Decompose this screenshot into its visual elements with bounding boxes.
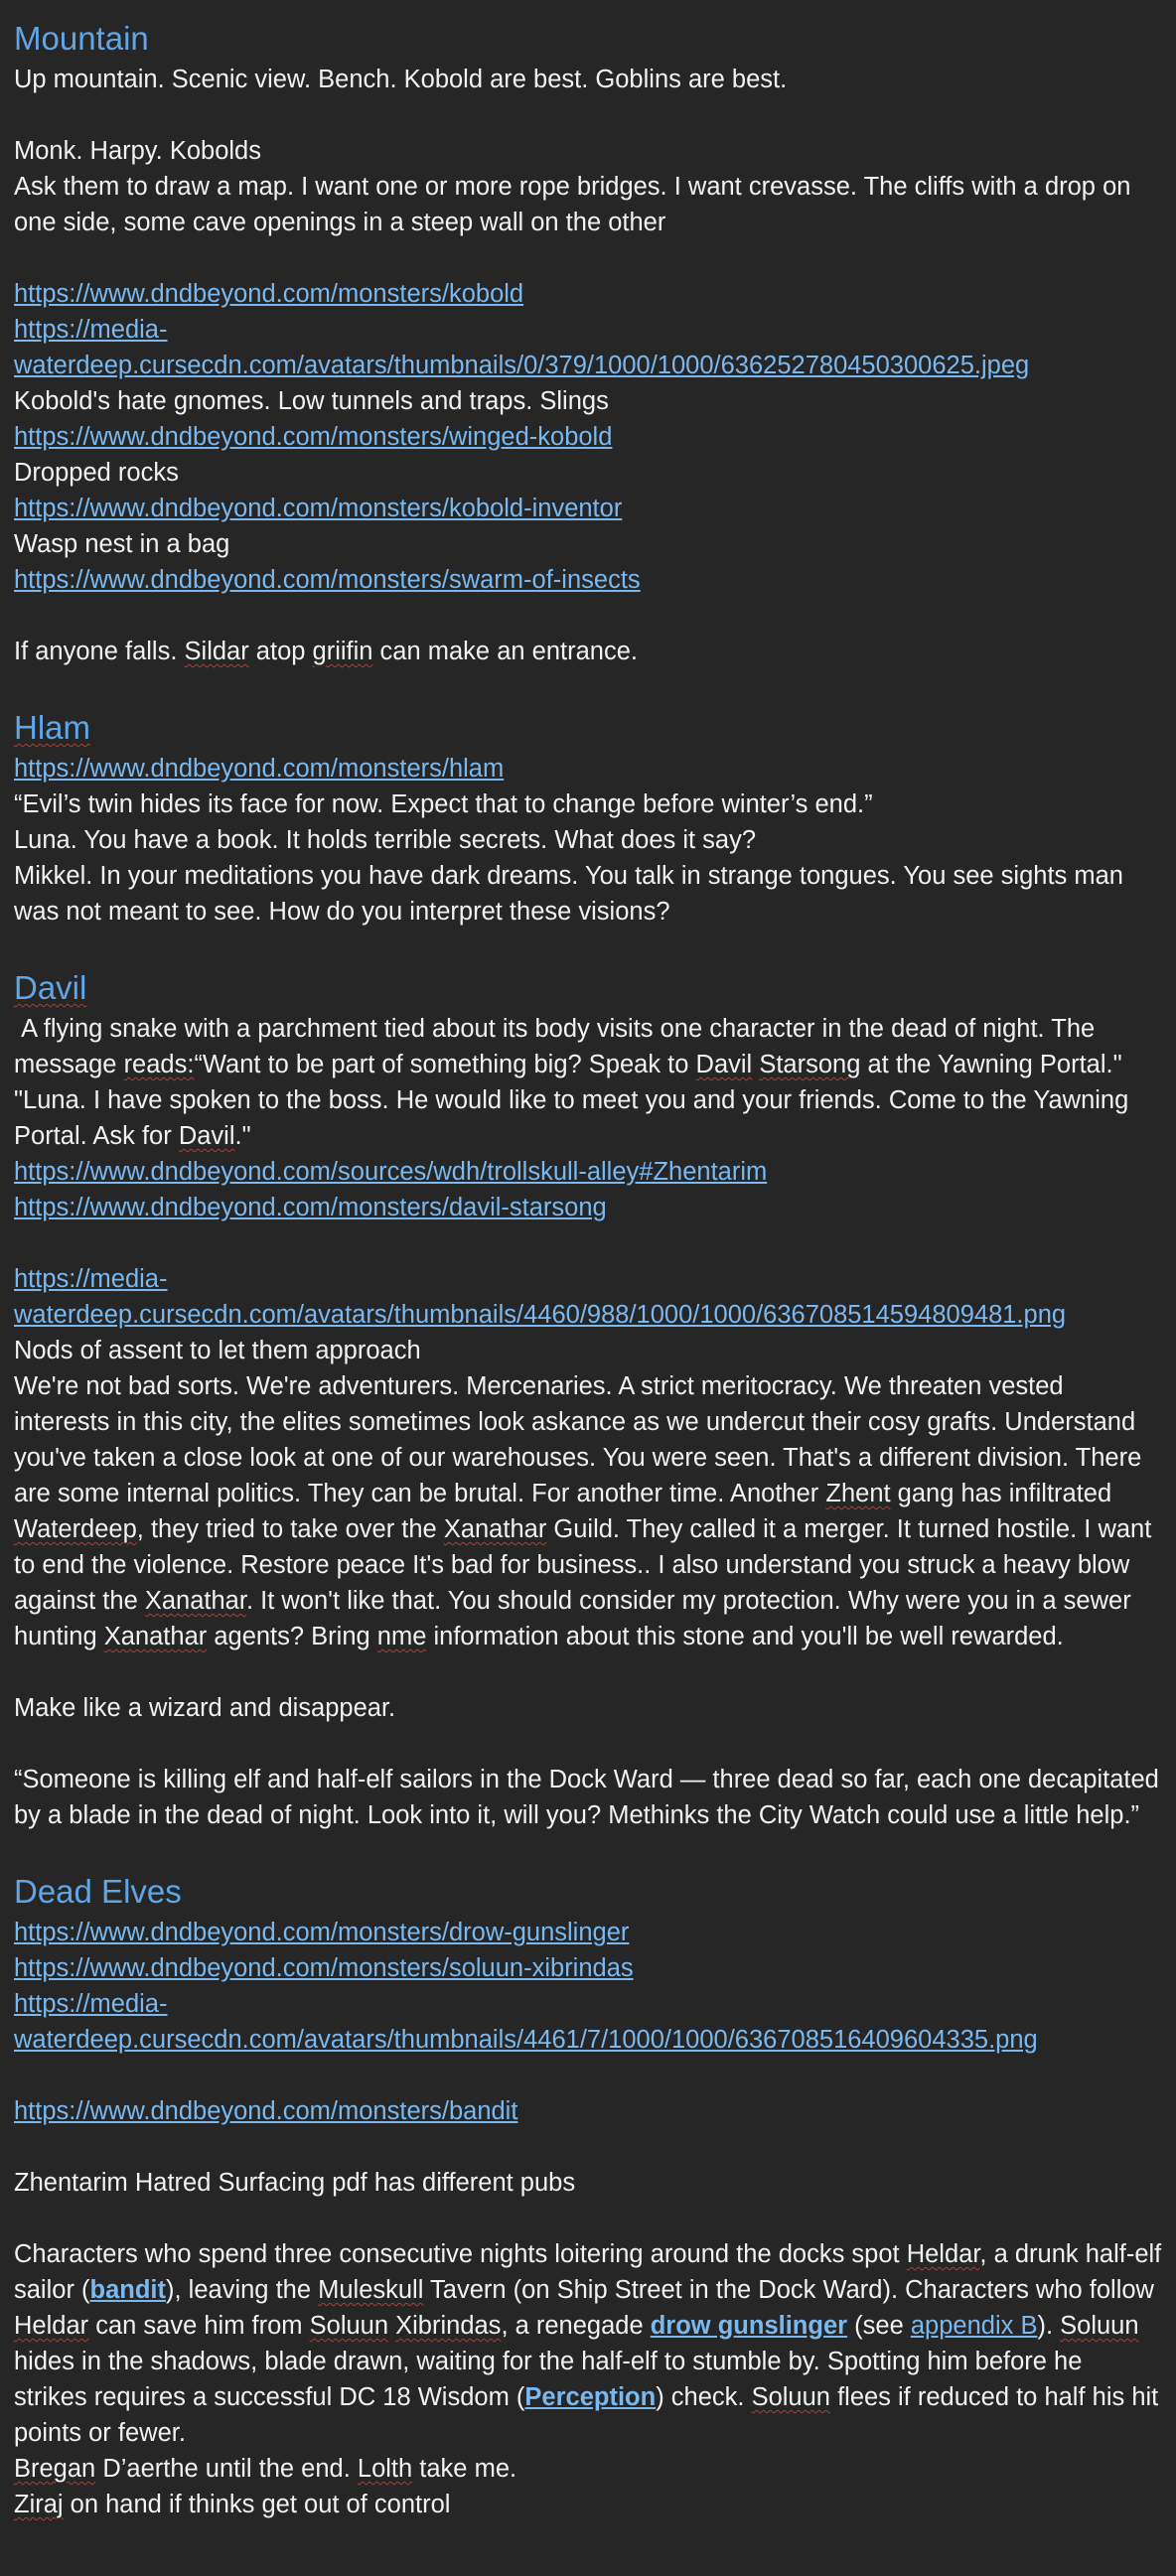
- text-line: Kobold's hate gnomes. Low tunnels and traps. Slings: [14, 387, 609, 415]
- blank-line: [14, 2058, 1162, 2093]
- text-run: on hand if thinks get out of control: [63, 2491, 451, 2518]
- blank-line: [14, 930, 1162, 965]
- misspelled-word: Starsong: [759, 1051, 861, 1078]
- misspelled-word: Davil: [695, 1051, 753, 1078]
- blank-line: [14, 598, 1162, 634]
- misspelled-word: Waterdeep: [14, 1515, 137, 1543]
- link-line: [14, 1261, 1162, 1333]
- text-run: ).: [1037, 2312, 1061, 2340]
- link-line: [14, 1190, 1162, 1225]
- text-run: agents? Bring: [207, 1623, 377, 1650]
- hyperlink[interactable]: https://media-waterdeep.cursecdn.com/avatars/thumbnails/0/379/1000/1000/636252780450300625.jpeg: [14, 316, 1030, 379]
- blank-line: [14, 669, 1162, 705]
- text-run: ) check.: [656, 2383, 752, 2411]
- text-run: Characters who spend three consecutive nights loitering around the docks spot: [14, 2240, 907, 2268]
- misspelled-word: Sildar: [184, 638, 249, 665]
- misspelled-word: reads:: [123, 1051, 195, 1078]
- hyperlink[interactable]: https://www.dndbeyond.com/monsters/kobold-inventor: [14, 495, 623, 522]
- hyperlink[interactable]: https://www.dndbeyond.com/monsters/swarm-of-insects: [14, 566, 641, 594]
- misspelled-word: nme: [376, 1623, 427, 1650]
- blank-line: [14, 1654, 1162, 1690]
- misspelled-word: Muleskull: [318, 2276, 424, 2304]
- text-run: , a drunk half-elf sailor (: [14, 2240, 1169, 2304]
- text-run: D’aerthe until the end.: [95, 2455, 358, 2483]
- text-run: gang has infiltrated: [890, 1480, 1119, 1507]
- hyperlink[interactable]: https://www.dndbeyond.com/monsters/winged-kobold: [14, 423, 613, 451]
- hyperlink[interactable]: https://media-waterdeep.cursecdn.com/avatars/thumbnails/4460/988/1000/1000/636708514594809481.png: [14, 1265, 1067, 1329]
- inline-link[interactable]: bandit: [89, 2276, 167, 2304]
- inline-link[interactable]: appendix B: [910, 2312, 1038, 2340]
- link-line: [14, 1915, 1162, 1950]
- text-line: “Evil’s twin hides its face for now. Expect that to change before winter’s end.”: [14, 790, 873, 818]
- text-paragraph: [14, 2451, 1162, 2487]
- text-line: Luna. You have a book. It holds terrible secrets. What does it say?: [14, 826, 757, 854]
- text-paragraph: [14, 1011, 1162, 1154]
- section-heading-davil: Davil: [14, 969, 87, 1006]
- hyperlink[interactable]: https://www.dndbeyond.com/sources/wdh/trollskull-alley#Zhentarim: [14, 1158, 768, 1186]
- text-paragraph: [14, 1368, 1162, 1654]
- text-run: can make an entrance.: [372, 638, 638, 665]
- hyperlink[interactable]: https://www.dndbeyond.com/monsters/davil-starsong: [14, 1194, 607, 1221]
- misspelled-word: Xibrindas: [395, 2312, 502, 2340]
- misspelled-word: Lolth: [357, 2455, 413, 2483]
- misspelled-word: Zhent: [825, 1480, 891, 1507]
- blank-line: [14, 240, 1162, 276]
- text-run: We're not bad sorts. We're adventurers. Mercenaries. A strict meritocracy. We threaten vested interests in this city, the elites sometimes look askance as we undercut their cosy grafts. Understand you've taken a close look at one of our warehouses. You were seen. That's a different division. There are some internal politics. They can be brutal. For another time. Another: [14, 1372, 1149, 1507]
- blank-line: [14, 1833, 1162, 1869]
- link-line: [14, 1986, 1162, 2058]
- section-heading-dead-elves: Dead Elves: [14, 1873, 182, 1910]
- text-run: If anyone falls.: [14, 638, 185, 665]
- misspelled-word: Xanathar: [443, 1515, 547, 1543]
- text-run: (see: [847, 2312, 911, 2340]
- blank-line: [14, 1726, 1162, 1762]
- text-run: take me.: [412, 2455, 517, 2483]
- text-run: . It won't like that. You should consider my protection. Why were you in a sewer hunting: [14, 1587, 1138, 1650]
- text-paragraph: [14, 634, 1162, 669]
- link-line: [14, 562, 1162, 598]
- misspelled-word: Bregan: [14, 2455, 96, 2483]
- inline-link[interactable]: drow gunslinger: [650, 2312, 848, 2340]
- section-heading-hlam: Hlam: [14, 709, 91, 746]
- link-line: [14, 1950, 1162, 1986]
- hyperlink[interactable]: https://www.dndbeyond.com/monsters/soluun-xibrindas: [14, 1954, 634, 1982]
- misspelled-word: Ziraj: [14, 2491, 64, 2518]
- hyperlink[interactable]: https://media-waterdeep.cursecdn.com/avatars/thumbnails/4461/7/1000/1000/636708516409604335.png: [14, 1990, 1038, 2054]
- misspelled-word: griifin: [312, 638, 373, 665]
- text-run: , a renegade: [501, 2312, 651, 2340]
- link-line: [14, 491, 1162, 526]
- text-paragraph: [14, 2236, 1169, 2451]
- text-run: hides in the shadows, blade drawn, waiting for the half-elf to stumble by. Spotting him before he strikes requires a successful DC 18 Wisdom (: [14, 2312, 1146, 2411]
- text-line: Dropped rocks: [14, 459, 179, 487]
- text-run: flees if reduced to half his hit points or fewer.: [14, 2383, 1166, 2447]
- text-line: Zhentarim Hatred Surfacing pdf has different pubs: [14, 2169, 576, 2197]
- misspelled-word: Davil: [178, 1122, 235, 1150]
- text-run: A flying snake with a parchment tied about its body visits one character in the dead of night. The message: [14, 1015, 1102, 1078]
- text-paragraph: [14, 2487, 1162, 2522]
- text-run: at the Yawning Portal." "Luna. I have spoken to the boss. He would like to meet you and your friends. Come to the Yawning Portal. Ask for: [14, 1051, 1136, 1150]
- misspelled-word: Xanathar: [144, 1587, 246, 1615]
- text-run: Tavern (on Ship Street in the Dock Ward). Characters who follow: [423, 2276, 1162, 2304]
- text-run: can save him from: [88, 2312, 310, 2340]
- link-line: [14, 419, 1162, 455]
- misspelled-word: Soluun: [751, 2383, 830, 2411]
- text-line: Make like a wizard and disappear.: [14, 1694, 396, 1722]
- hyperlink[interactable]: https://www.dndbeyond.com/monsters/bandit: [14, 2097, 518, 2125]
- inline-link[interactable]: Perception: [524, 2383, 657, 2411]
- text-line: “Someone is killing elf and half-elf sailors in the Dock Ward — three dead so far, each one decapitated by a blade in the dead of night. Look into it, will you? Methinks the City Watch could use a little help.”: [14, 1766, 1166, 1829]
- text-run: , they tried to take over the: [136, 1515, 444, 1543]
- blank-line: [14, 97, 1162, 133]
- misspelled-word: Heldar: [14, 2312, 89, 2340]
- text-line: Nods of assent to let them approach: [14, 1337, 421, 1364]
- hyperlink[interactable]: https://www.dndbeyond.com/monsters/drow-gunslinger: [14, 1919, 630, 1946]
- link-line: [14, 276, 1162, 312]
- hyperlink[interactable]: https://www.dndbeyond.com/monsters/kobold: [14, 280, 524, 308]
- text-line: Ask them to draw a map. I want one or more rope bridges. I want crevasse. The cliffs with a drop on one side, some cave openings in a steep wall on the other: [14, 173, 1138, 236]
- text-line: Mikkel. In your meditations you have dark dreams. You talk in strange tongues. You see sights man was not meant to see. How do you interpret these visions?: [14, 862, 1131, 926]
- link-line: [14, 312, 1162, 383]
- link-line: [14, 751, 1162, 787]
- text-run: atop: [248, 638, 313, 665]
- misspelled-word: Soluun: [309, 2312, 389, 2340]
- hyperlink[interactable]: https://www.dndbeyond.com/monsters/hlam: [14, 755, 505, 783]
- text-run: .": [234, 1122, 251, 1150]
- blank-line: [14, 2129, 1162, 2165]
- misspelled-word: Soluun: [1060, 2312, 1139, 2340]
- text-line: Up mountain. Scenic view. Bench. Kobold are best. Goblins are best.: [14, 66, 788, 93]
- text-run: “Want to be part of something big? Speak to: [194, 1051, 696, 1078]
- text-line: Wasp nest in a bag: [14, 530, 230, 558]
- misspelled-word: Heldar: [906, 2240, 980, 2268]
- blank-line: [14, 2201, 1162, 2236]
- text-run: Guild. They called it a merger. It turned hostile. I want to end the violence. Restore peace It's bad for business.. I also understand you struck a heavy blow against the: [14, 1515, 1159, 1615]
- text-run: ), leaving the: [166, 2276, 319, 2304]
- section-heading-mountain: Mountain: [14, 20, 149, 57]
- blank-line: [14, 1225, 1162, 1261]
- link-line: [14, 1154, 1162, 1190]
- misspelled-word: Xanathar: [103, 1623, 208, 1650]
- text-line: Monk. Harpy. Kobolds: [14, 137, 261, 165]
- link-line: [14, 2093, 1162, 2129]
- text-run: information about this stone and you'll be well rewarded.: [426, 1623, 1064, 1650]
